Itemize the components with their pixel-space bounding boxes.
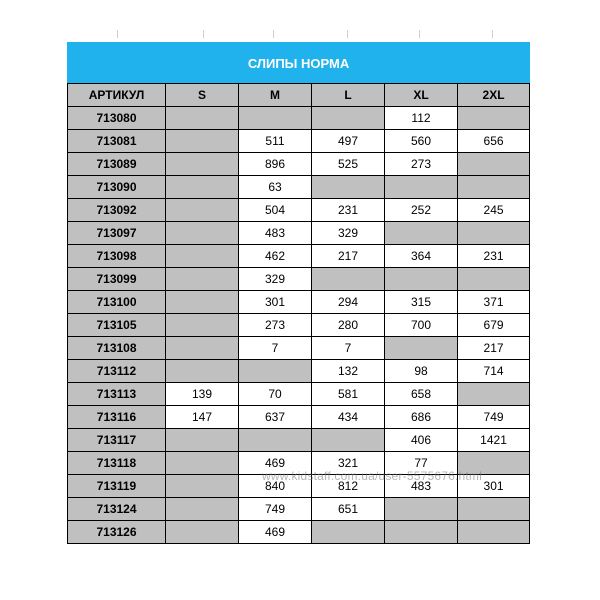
table-row [68, 291, 530, 314]
table-row [68, 314, 530, 337]
qty-cell-2xl[interactable] [458, 383, 530, 406]
article-cell[interactable]: 713112 [68, 360, 166, 383]
qty-cell-2xl[interactable] [458, 176, 530, 199]
qty-cell-s[interactable]: 147 [166, 406, 239, 429]
article-cell[interactable]: 713105 [68, 314, 166, 337]
qty-cell-l[interactable] [312, 521, 385, 544]
qty-cell-l[interactable]: 525 [312, 153, 385, 176]
qty-cell-2xl[interactable]: 245 [458, 199, 530, 222]
table-row [68, 130, 530, 153]
table-row [68, 521, 530, 544]
qty-cell-s[interactable] [166, 475, 239, 498]
qty-cell-xl[interactable]: 77 [385, 452, 458, 475]
qty-cell-l[interactable] [312, 429, 385, 452]
qty-cell-m[interactable] [239, 360, 312, 383]
qty-cell-2xl[interactable]: 371 [458, 291, 530, 314]
article-cell[interactable]: 713124 [68, 498, 166, 521]
qty-cell-s[interactable] [166, 130, 239, 153]
qty-cell-s[interactable] [166, 360, 239, 383]
qty-cell-xl[interactable] [385, 268, 458, 291]
qty-cell-xl[interactable]: 112 [385, 107, 458, 130]
article-cell[interactable]: 713081 [68, 130, 166, 153]
qty-cell-2xl[interactable]: 231 [458, 245, 530, 268]
table-row [68, 222, 530, 245]
article-cell[interactable]: 713116 [68, 406, 166, 429]
qty-cell-2xl[interactable]: 679 [458, 314, 530, 337]
qty-cell-2xl[interactable] [458, 268, 530, 291]
table-row [68, 429, 530, 452]
table-row [68, 245, 530, 268]
qty-cell-l[interactable]: 132 [312, 360, 385, 383]
qty-cell-2xl[interactable] [458, 498, 530, 521]
column-tick [492, 30, 493, 38]
qty-cell-s[interactable] [166, 107, 239, 130]
qty-cell-m[interactable]: 329 [239, 268, 312, 291]
column-tick [347, 30, 348, 38]
qty-cell-xl[interactable]: 252 [385, 199, 458, 222]
qty-cell-m[interactable]: 469 [239, 521, 312, 544]
qty-cell-l[interactable]: 434 [312, 406, 385, 429]
qty-cell-s[interactable] [166, 245, 239, 268]
article-cell[interactable]: 713113 [68, 383, 166, 406]
table-title[interactable]: СЛИПЫ НОРМА [68, 43, 530, 84]
qty-cell-l[interactable] [312, 107, 385, 130]
qty-cell-s[interactable] [166, 291, 239, 314]
qty-cell-xl[interactable]: 658 [385, 383, 458, 406]
qty-cell-s[interactable] [166, 176, 239, 199]
header-size-xl[interactable]: XL [385, 84, 458, 107]
qty-cell-m[interactable]: 63 [239, 176, 312, 199]
header-row [68, 84, 530, 107]
qty-cell-l[interactable] [312, 176, 385, 199]
table-row [68, 199, 530, 222]
qty-cell-m[interactable]: 301 [239, 291, 312, 314]
table-row [68, 360, 530, 383]
qty-cell-xl[interactable] [385, 521, 458, 544]
qty-cell-m[interactable]: 896 [239, 153, 312, 176]
stock-table [67, 42, 530, 544]
article-cell[interactable]: 713098 [68, 245, 166, 268]
qty-cell-m[interactable] [239, 107, 312, 130]
qty-cell-2xl[interactable] [458, 107, 530, 130]
table-row [68, 406, 530, 429]
qty-cell-2xl[interactable]: 301 [458, 475, 530, 498]
article-cell[interactable]: 713099 [68, 268, 166, 291]
header-size-s[interactable]: S [166, 84, 239, 107]
qty-cell-s[interactable] [166, 314, 239, 337]
qty-cell-xl[interactable]: 364 [385, 245, 458, 268]
qty-cell-xl[interactable]: 483 [385, 475, 458, 498]
header-size-l[interactable]: L [312, 84, 385, 107]
qty-cell-xl[interactable]: 700 [385, 314, 458, 337]
qty-cell-m[interactable]: 70 [239, 383, 312, 406]
qty-cell-2xl[interactable]: 656 [458, 130, 530, 153]
qty-cell-2xl[interactable]: 749 [458, 406, 530, 429]
qty-cell-l[interactable]: 497 [312, 130, 385, 153]
qty-cell-2xl[interactable]: 217 [458, 337, 530, 360]
article-cell[interactable]: 713108 [68, 337, 166, 360]
table-row [68, 337, 530, 360]
table-row [68, 153, 530, 176]
qty-cell-m[interactable]: 840 [239, 475, 312, 498]
qty-cell-m[interactable]: 483 [239, 222, 312, 245]
qty-cell-2xl[interactable]: 1421 [458, 429, 530, 452]
qty-cell-l[interactable]: 812 [312, 475, 385, 498]
header-size-m[interactable]: M [239, 84, 312, 107]
qty-cell-m[interactable]: 637 [239, 406, 312, 429]
qty-cell-s[interactable] [166, 199, 239, 222]
qty-cell-l[interactable]: 231 [312, 199, 385, 222]
qty-cell-s[interactable] [166, 452, 239, 475]
qty-cell-m[interactable]: 462 [239, 245, 312, 268]
title-row [68, 43, 530, 84]
qty-cell-l[interactable] [312, 268, 385, 291]
qty-cell-m[interactable]: 7 [239, 337, 312, 360]
qty-cell-2xl[interactable] [458, 452, 530, 475]
article-cell[interactable]: 713100 [68, 291, 166, 314]
column-tick [273, 30, 274, 38]
qty-cell-2xl[interactable] [458, 521, 530, 544]
qty-cell-l[interactable]: 217 [312, 245, 385, 268]
qty-cell-xl[interactable]: 686 [385, 406, 458, 429]
qty-cell-m[interactable]: 749 [239, 498, 312, 521]
qty-cell-l[interactable]: 329 [312, 222, 385, 245]
column-tick [117, 30, 118, 38]
qty-cell-s[interactable] [166, 153, 239, 176]
qty-cell-m[interactable]: 511 [239, 130, 312, 153]
qty-cell-l[interactable]: 321 [312, 452, 385, 475]
qty-cell-2xl[interactable] [458, 222, 530, 245]
header-article[interactable]: АРТИКУЛ [68, 84, 166, 107]
qty-cell-xl[interactable]: 273 [385, 153, 458, 176]
article-cell[interactable]: 713126 [68, 521, 166, 544]
qty-cell-l[interactable]: 280 [312, 314, 385, 337]
qty-cell-xl[interactable] [385, 498, 458, 521]
table-row [68, 452, 530, 475]
column-tick [419, 30, 420, 38]
table-row [68, 498, 530, 521]
qty-cell-m[interactable]: 273 [239, 314, 312, 337]
qty-cell-l[interactable]: 651 [312, 498, 385, 521]
column-tick [203, 30, 204, 38]
qty-cell-xl[interactable] [385, 222, 458, 245]
article-cell[interactable]: 713080 [68, 107, 166, 130]
table-row [68, 107, 530, 130]
qty-cell-2xl[interactable]: 714 [458, 360, 530, 383]
table-row [68, 383, 530, 406]
qty-cell-xl[interactable] [385, 176, 458, 199]
qty-cell-l[interactable]: 581 [312, 383, 385, 406]
table-row [68, 475, 530, 498]
qty-cell-xl[interactable]: 406 [385, 429, 458, 452]
header-size-2xl[interactable]: 2XL [458, 84, 530, 107]
article-cell[interactable]: 713118 [68, 452, 166, 475]
qty-cell-l[interactable]: 294 [312, 291, 385, 314]
watermark-text: www.kidstaff.com.ua/user-5575676.html [262, 469, 482, 483]
qty-cell-s[interactable] [166, 429, 239, 452]
article-cell[interactable]: 713092 [68, 199, 166, 222]
qty-cell-l[interactable]: 7 [312, 337, 385, 360]
qty-cell-s[interactable]: 139 [166, 383, 239, 406]
qty-cell-xl[interactable]: 98 [385, 360, 458, 383]
qty-cell-s[interactable] [166, 222, 239, 245]
qty-cell-xl[interactable]: 315 [385, 291, 458, 314]
qty-cell-m[interactable]: 504 [239, 199, 312, 222]
qty-cell-xl[interactable] [385, 337, 458, 360]
qty-cell-s[interactable] [166, 498, 239, 521]
article-cell[interactable]: 713097 [68, 222, 166, 245]
qty-cell-s[interactable] [166, 268, 239, 291]
qty-cell-m[interactable] [239, 429, 312, 452]
article-cell[interactable]: 713119 [68, 475, 166, 498]
table-row [68, 176, 530, 199]
table-row [68, 268, 530, 291]
qty-cell-xl[interactable]: 560 [385, 130, 458, 153]
article-cell[interactable]: 713117 [68, 429, 166, 452]
qty-cell-s[interactable] [166, 337, 239, 360]
qty-cell-2xl[interactable] [458, 153, 530, 176]
qty-cell-m[interactable]: 469 [239, 452, 312, 475]
qty-cell-s[interactable] [166, 521, 239, 544]
article-cell[interactable]: 713090 [68, 176, 166, 199]
article-cell[interactable]: 713089 [68, 153, 166, 176]
